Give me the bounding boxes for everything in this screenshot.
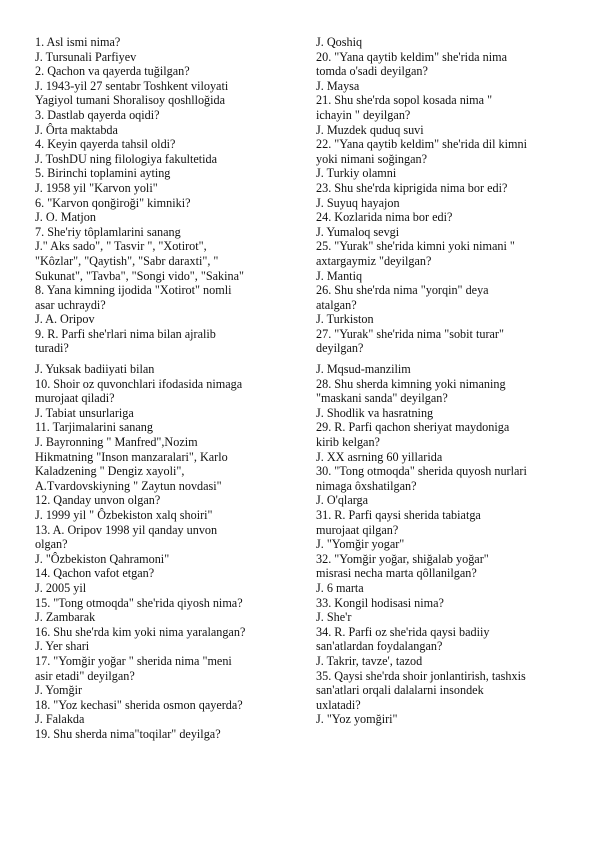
- right-column: [316, 35, 574, 727]
- text-line: 11. Tarjimalarini sanang: [35, 420, 153, 435]
- text-line: J. Zambarak: [35, 610, 96, 625]
- text-line: 26. Shu she'rda nima "yorqin" deya: [316, 283, 489, 298]
- text-line: 29. R. Parfi qachon sheriyat maydoniga: [316, 420, 510, 435]
- text-line: Yagiyol tumani Shoralisoy qoshlloğida: [35, 93, 226, 108]
- text-line: 35. Qaysi she'rda shoir jonlantirish, tashxis: [316, 668, 526, 683]
- text-line: J. ToshDU ning filologiya fakultetida: [35, 151, 218, 166]
- text-line: 7. She'riy tôplamlarini sanang: [35, 224, 181, 239]
- left-column-top: [35, 35, 303, 356]
- text-line: 5. Birinchi toplamini ayting: [35, 166, 171, 181]
- text-line: Hikmatning "Inson manzaralari", Karlo: [35, 449, 228, 464]
- text-line: 23. Shu she'rda kiprigida nima bor edi?: [316, 180, 508, 195]
- text-line: J." Aks sado", " Tasvir ", "Xotirot",: [35, 239, 207, 254]
- text-line: 8. Yana kimning ijodida "Xotirot" nomli: [35, 283, 232, 298]
- text-line: 14. Qachon vafot etgan?: [35, 566, 155, 581]
- text-line: kirib kelgan?: [316, 435, 380, 450]
- text-line: J. A. Oripov: [35, 312, 95, 327]
- text-line: J. O'qlarga: [316, 493, 369, 508]
- text-line: J. "Yoz yomğiri": [316, 712, 398, 727]
- text-line: san'atlardan foydalangan?: [316, 639, 443, 654]
- text-line: 24. Kozlarida nima bor edi?: [316, 210, 453, 225]
- text-line: olgan?: [35, 537, 68, 552]
- text-line: "Kôzlar", "Qaytish", "Sabr daraxti", ": [35, 253, 219, 268]
- text-line: asar uchraydi?: [35, 297, 106, 312]
- text-line: 10. Shoir oz quvonchlari ifodasida nimaga: [35, 376, 243, 391]
- text-line: J. 6 marta: [316, 580, 364, 595]
- text-line: J. 1999 yil " Ôzbekiston xalq shoiri": [35, 508, 213, 522]
- text-line: asir etadi" deyilgan?: [35, 668, 135, 683]
- left-column-bottom: [35, 362, 303, 741]
- text-line: 30. "Tong otmoqda" sherida quyosh nurlari: [316, 464, 527, 479]
- text-line: J. 1943-yil 27 sentabr Toshkent viloyati: [35, 78, 229, 93]
- text-line: J. Tabiat unsurlariga: [35, 405, 134, 420]
- text-line: A.Tvardovskiyning " Zaytun novdasi": [35, 478, 222, 493]
- text-line: 1. Asl ismi nima?: [35, 35, 121, 49]
- text-line: J. Takrir, tavze', tazod: [316, 653, 423, 668]
- text-line: J. Bayronning " Manfred",Nozim: [35, 435, 198, 450]
- text-line: J. "Yomğir yogar": [316, 537, 405, 552]
- text-line: J. 1958 yil "Karvon yoli": [35, 180, 158, 195]
- right-column-bottom: [316, 362, 574, 727]
- text-line: J. Muzdek quduq suvi: [316, 122, 424, 137]
- text-line: 28. Shu sherda kimning yoki nimaning: [316, 376, 506, 391]
- text-line: misrasi necha marta qôllanilgan?: [316, 566, 477, 581]
- text-line: 33. Kongil hodisasi nima?: [316, 595, 444, 610]
- text-line: axtargaymiz "deyilgan?: [316, 253, 432, 268]
- text-line: J. XX asrning 60 yillarida: [316, 449, 443, 464]
- text-line: J. Suyuq hayajon: [316, 195, 400, 210]
- text-line: 18. "Yoz kechasi" sherida osmon qayerda?: [35, 697, 243, 712]
- text-line: J. Falakda: [35, 712, 85, 727]
- text-line: J. O. Matjon: [35, 210, 96, 225]
- text-line: 2. Qachon va qayerda tuğilgan?: [35, 64, 190, 79]
- text-line: 6. "Karvon qonğiroği" kimniki?: [35, 195, 191, 210]
- text-line: 19. Shu sherda nima"toqilar" deyilga?: [35, 726, 221, 741]
- text-line: J. Turkiston: [316, 312, 374, 327]
- text-line: yoki nimani soğingan?: [316, 151, 428, 166]
- text-line: 22. "Yana qaytib keldim" she'rida dil kimni: [316, 137, 527, 152]
- text-line: Kaladzening " Dengiz xayoli",: [35, 464, 185, 479]
- text-line: J. Maysa: [316, 78, 360, 93]
- text-line: J. Turkiy olamni: [316, 166, 397, 181]
- text-line: 15. "Tong otmoqda" she'rida qiyosh nima?: [35, 595, 243, 610]
- text-line: J. Yer shari: [35, 639, 90, 654]
- text-line: 27. "Yurak" she'rida nima "sobit turar": [316, 326, 504, 341]
- text-line: Sukunat", "Tavba", "Songi vido", "Sakina": [35, 268, 244, 283]
- text-line: 32. "Yomğir yoğar, shiğalab yoğar": [316, 551, 489, 566]
- right-column-top: [316, 35, 574, 356]
- text-line: uxlatadi?: [316, 697, 361, 712]
- text-line: 3. Dastlab qayerda oqidi?: [35, 107, 160, 122]
- text-line: 9. R. Parfi she'rlari nima bilan ajralib: [35, 326, 216, 341]
- text-line: murojaat qiladi?: [35, 391, 115, 406]
- text-line: 4. Keyin qayerda tahsil oldi?: [35, 137, 176, 152]
- text-line: murojaat qilgan?: [316, 522, 399, 537]
- text-line: deyilgan?: [316, 341, 364, 356]
- text-line: J. 2005 yil: [35, 580, 87, 595]
- text-line: turadi?: [35, 341, 69, 356]
- text-line: J. Mantiq: [316, 268, 363, 283]
- text-line: J. Qoshiq: [316, 35, 363, 49]
- text-line: "maskani sanda" deyilgan?: [316, 391, 448, 406]
- text-line: J. Ôrta maktabda: [35, 122, 118, 137]
- text-line: J. Shodlik va hasratning: [316, 405, 434, 420]
- text-line: 13. A. Oripov 1998 yil qanday unvon: [35, 522, 218, 537]
- text-line: J. Yumaloq sevgi: [316, 224, 400, 239]
- text-line: 31. R. Parfi qaysi sherida tabiatga: [316, 508, 481, 522]
- text-line: nimaga ôxshatilgan?: [316, 478, 417, 493]
- text-line: san'atlari orqali dalalarni insondek: [316, 683, 484, 698]
- text-line: J. "Ôzbekiston Qahramoni": [35, 551, 170, 566]
- text-line: 21. Shu she'rda sopol kosada nima ": [316, 93, 493, 108]
- text-line: 17. "Yomğir yoğar " sherida nima "meni: [35, 653, 232, 668]
- text-line: 12. Qanday unvon olgan?: [35, 493, 161, 508]
- text-line: 34. R. Parfi oz she'rida qaysi badiiy: [316, 624, 490, 639]
- text-line: J. She'r: [316, 610, 352, 625]
- text-line: J. Tursunali Parfiyev: [35, 49, 137, 64]
- text-line: J. Yomğir: [35, 683, 83, 698]
- text-line: tomda o'sadi deyilgan?: [316, 64, 428, 79]
- left-column: [35, 35, 303, 742]
- text-line: 16. Shu she'rda kim yoki nima yaralangan?: [35, 624, 246, 639]
- text-line: J. Mqsud-manzilim: [316, 362, 411, 377]
- text-line: 20. "Yana qaytib keldim" she'rida nima: [316, 49, 507, 64]
- text-line: J. Yuksak badiiyati bilan: [35, 362, 155, 377]
- text-line: 25. "Yurak" she'rida kimni yoki nimani ": [316, 239, 515, 254]
- text-line: atalgan?: [316, 297, 357, 312]
- text-line: ichayin " deyilgan?: [316, 107, 411, 122]
